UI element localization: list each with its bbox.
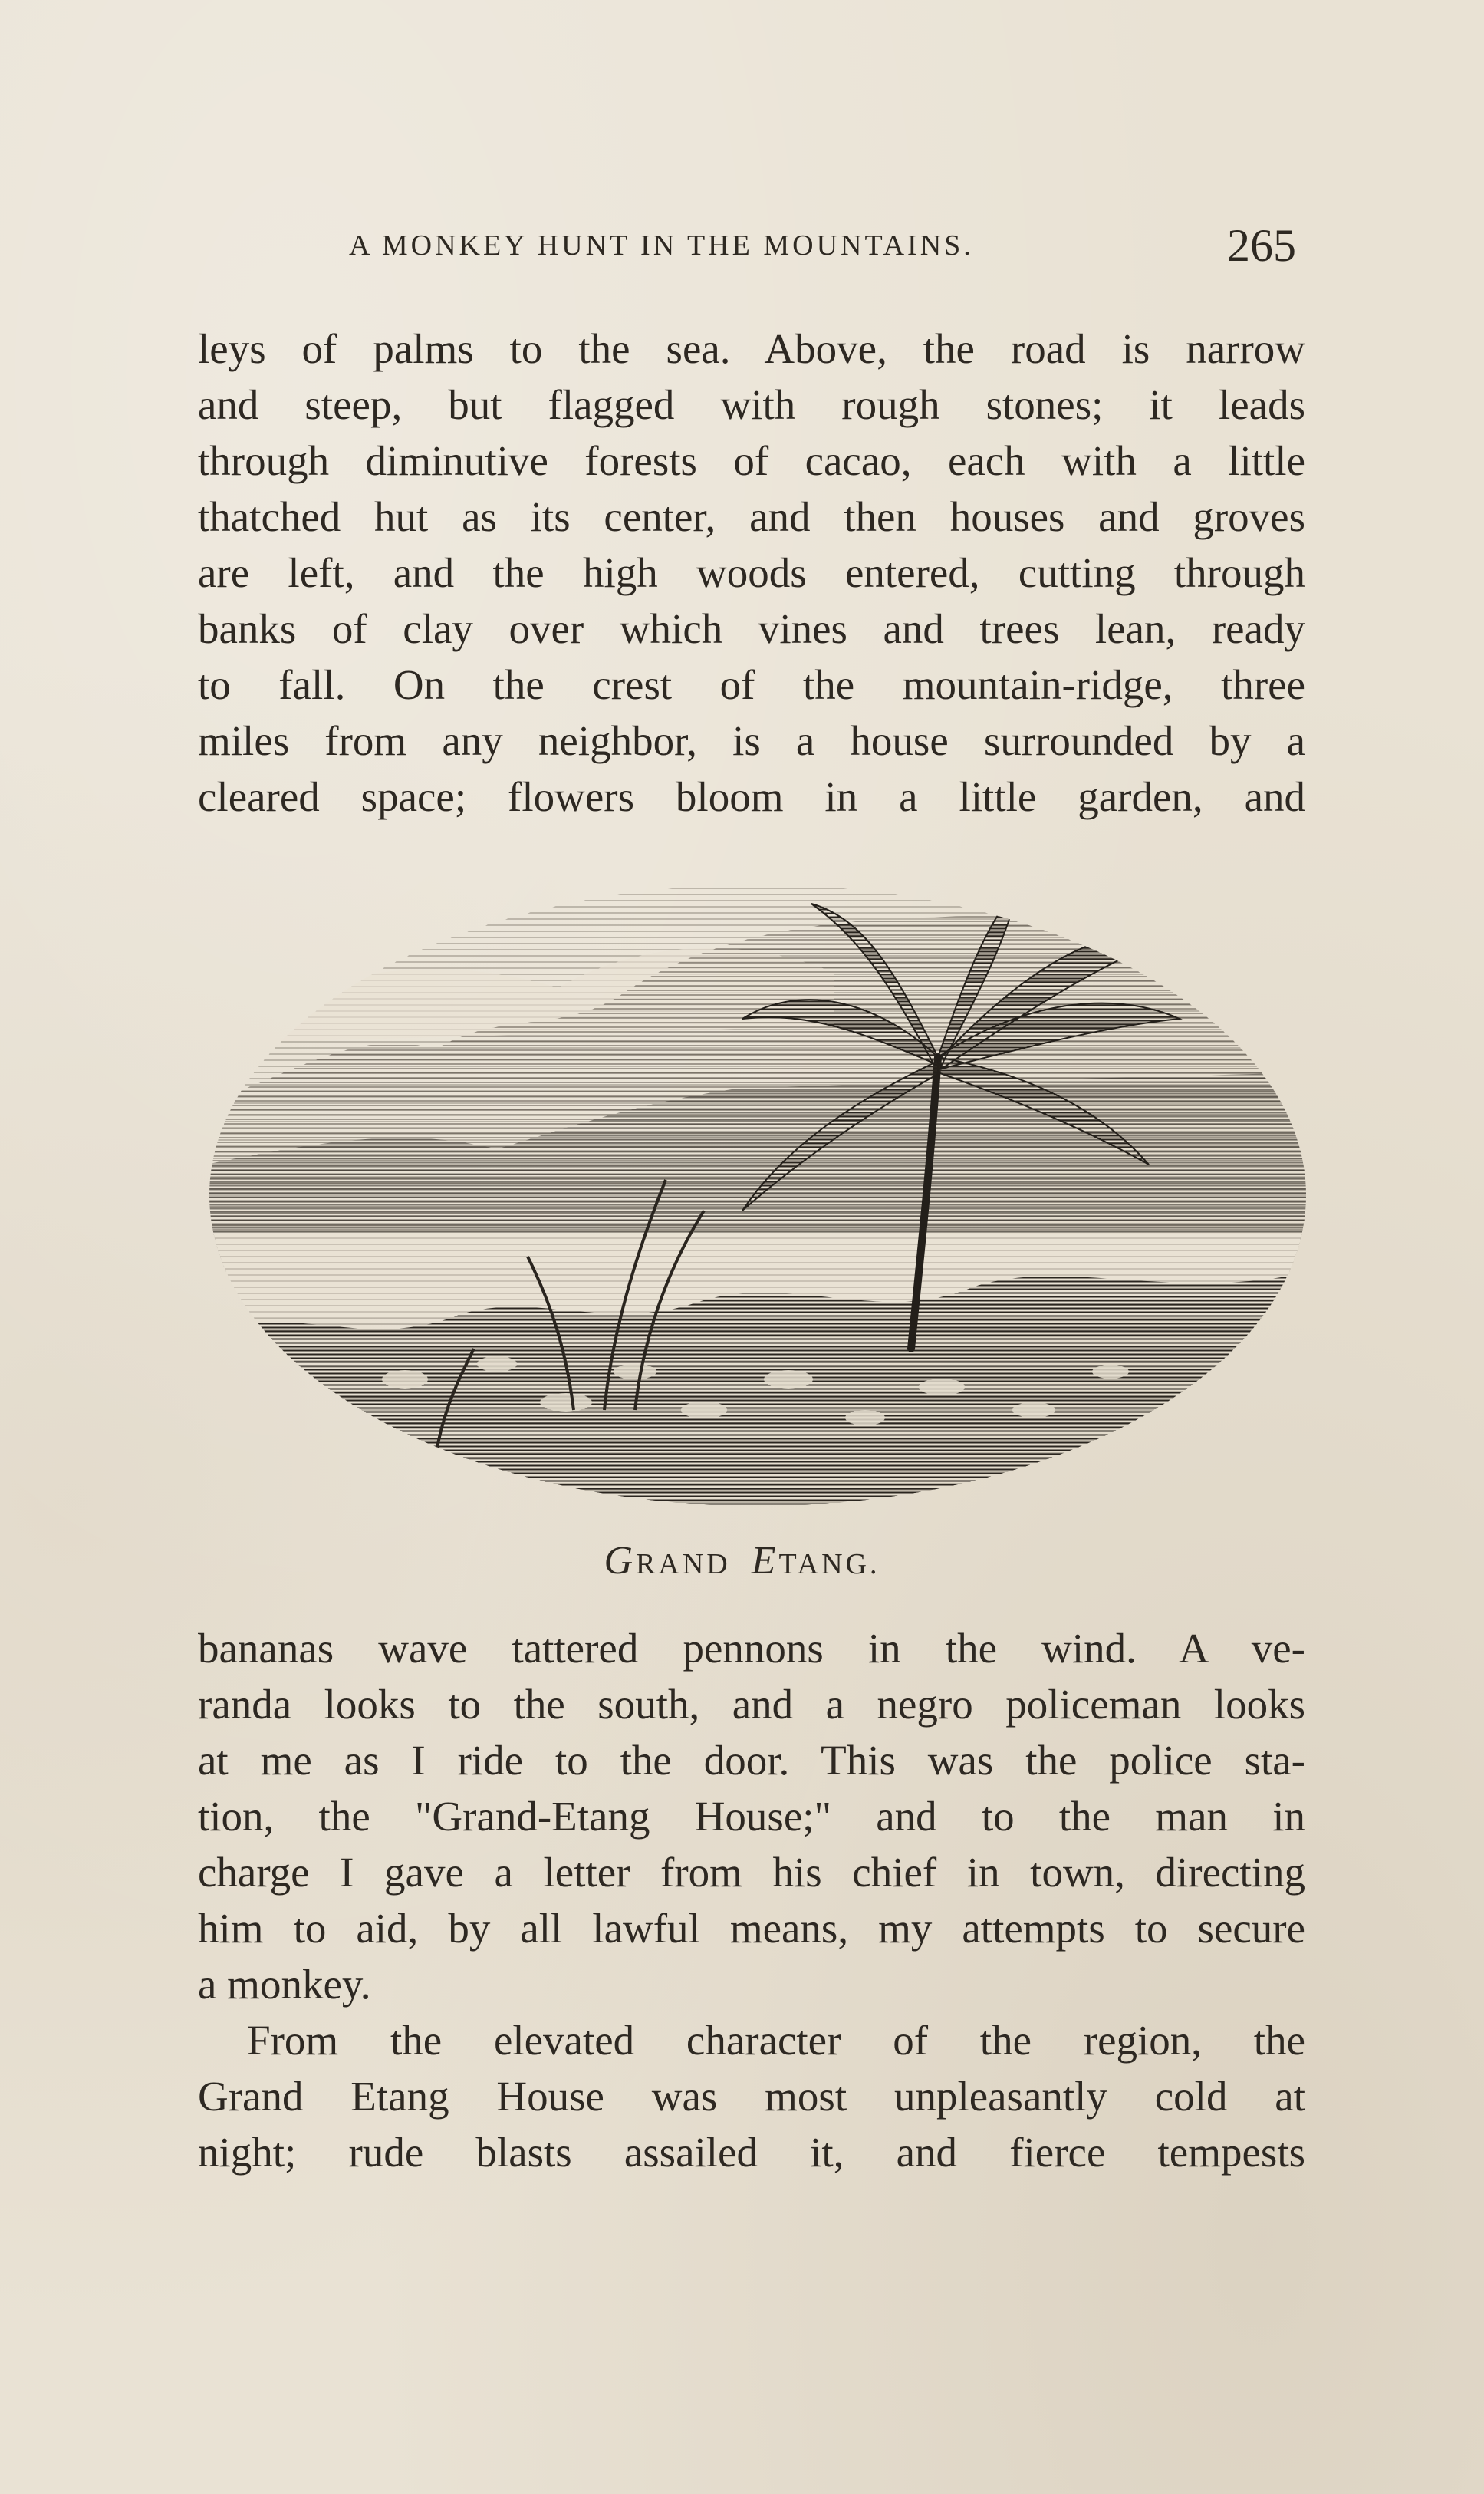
text-line: leys of palms to the sea. Above, the road is narrow — [198, 325, 1305, 372]
caption-initial: G — [604, 1539, 637, 1583]
text-line: at me as I ride to the door. This was the police sta- — [198, 1737, 1305, 1784]
paragraph-top — [198, 321, 1305, 825]
text-line: a monkey. — [198, 1961, 371, 2008]
text-line: him to aid, by all lawful means, my attempts to secure — [198, 1905, 1305, 1952]
paragraph-middle — [198, 1620, 1305, 2012]
text-line: to fall. On the crest of the mountain-ridge, three — [198, 661, 1305, 708]
engraving-illustration — [206, 873, 1310, 1510]
text-line: charge I gave a letter from his chief in town, directing — [198, 1849, 1305, 1896]
caption-initial: E — [751, 1539, 779, 1583]
text-line: miles from any neighbor, is a house surrounded by a — [198, 717, 1305, 764]
caption-word: RAND — [636, 1548, 731, 1580]
figure-caption — [0, 1538, 1484, 1583]
text-line: banks of clay over which vines and trees lean, ready — [198, 605, 1305, 652]
text-line: bananas wave tattered pennons in the wind. A ve- — [198, 1625, 1305, 1672]
text-line: From the elevated character of the region, the — [247, 2017, 1305, 2064]
text-line: night; rude blasts assailed it, and fierce tempests — [198, 2129, 1305, 2176]
text-line: and steep, but flagged with rough stones; it leads — [198, 381, 1305, 428]
text-line: thatched hut as its center, and then houses and groves — [198, 493, 1305, 540]
text-line: randa looks to the south, and a negro policeman looks — [198, 1681, 1305, 1728]
page-number: 265 — [1227, 220, 1296, 271]
running-title: A MONKEY HUNT IN THE MOUNTAINS. — [349, 229, 974, 262]
text-line: Grand Etang House was most unpleasantly cold at — [198, 2073, 1305, 2120]
text-line: cleared space; flowers bloom in a little garden, and — [198, 773, 1305, 820]
text-line: tion, the "Grand-Etang House;" and to the man in — [198, 1793, 1305, 1840]
caption-word: TANG. — [778, 1548, 880, 1580]
paragraph-bottom — [198, 2012, 1305, 2180]
text-line: through diminutive forests of cacao, each with a little — [198, 437, 1305, 484]
text-line: are left, and the high woods entered, cutting through — [198, 549, 1305, 596]
